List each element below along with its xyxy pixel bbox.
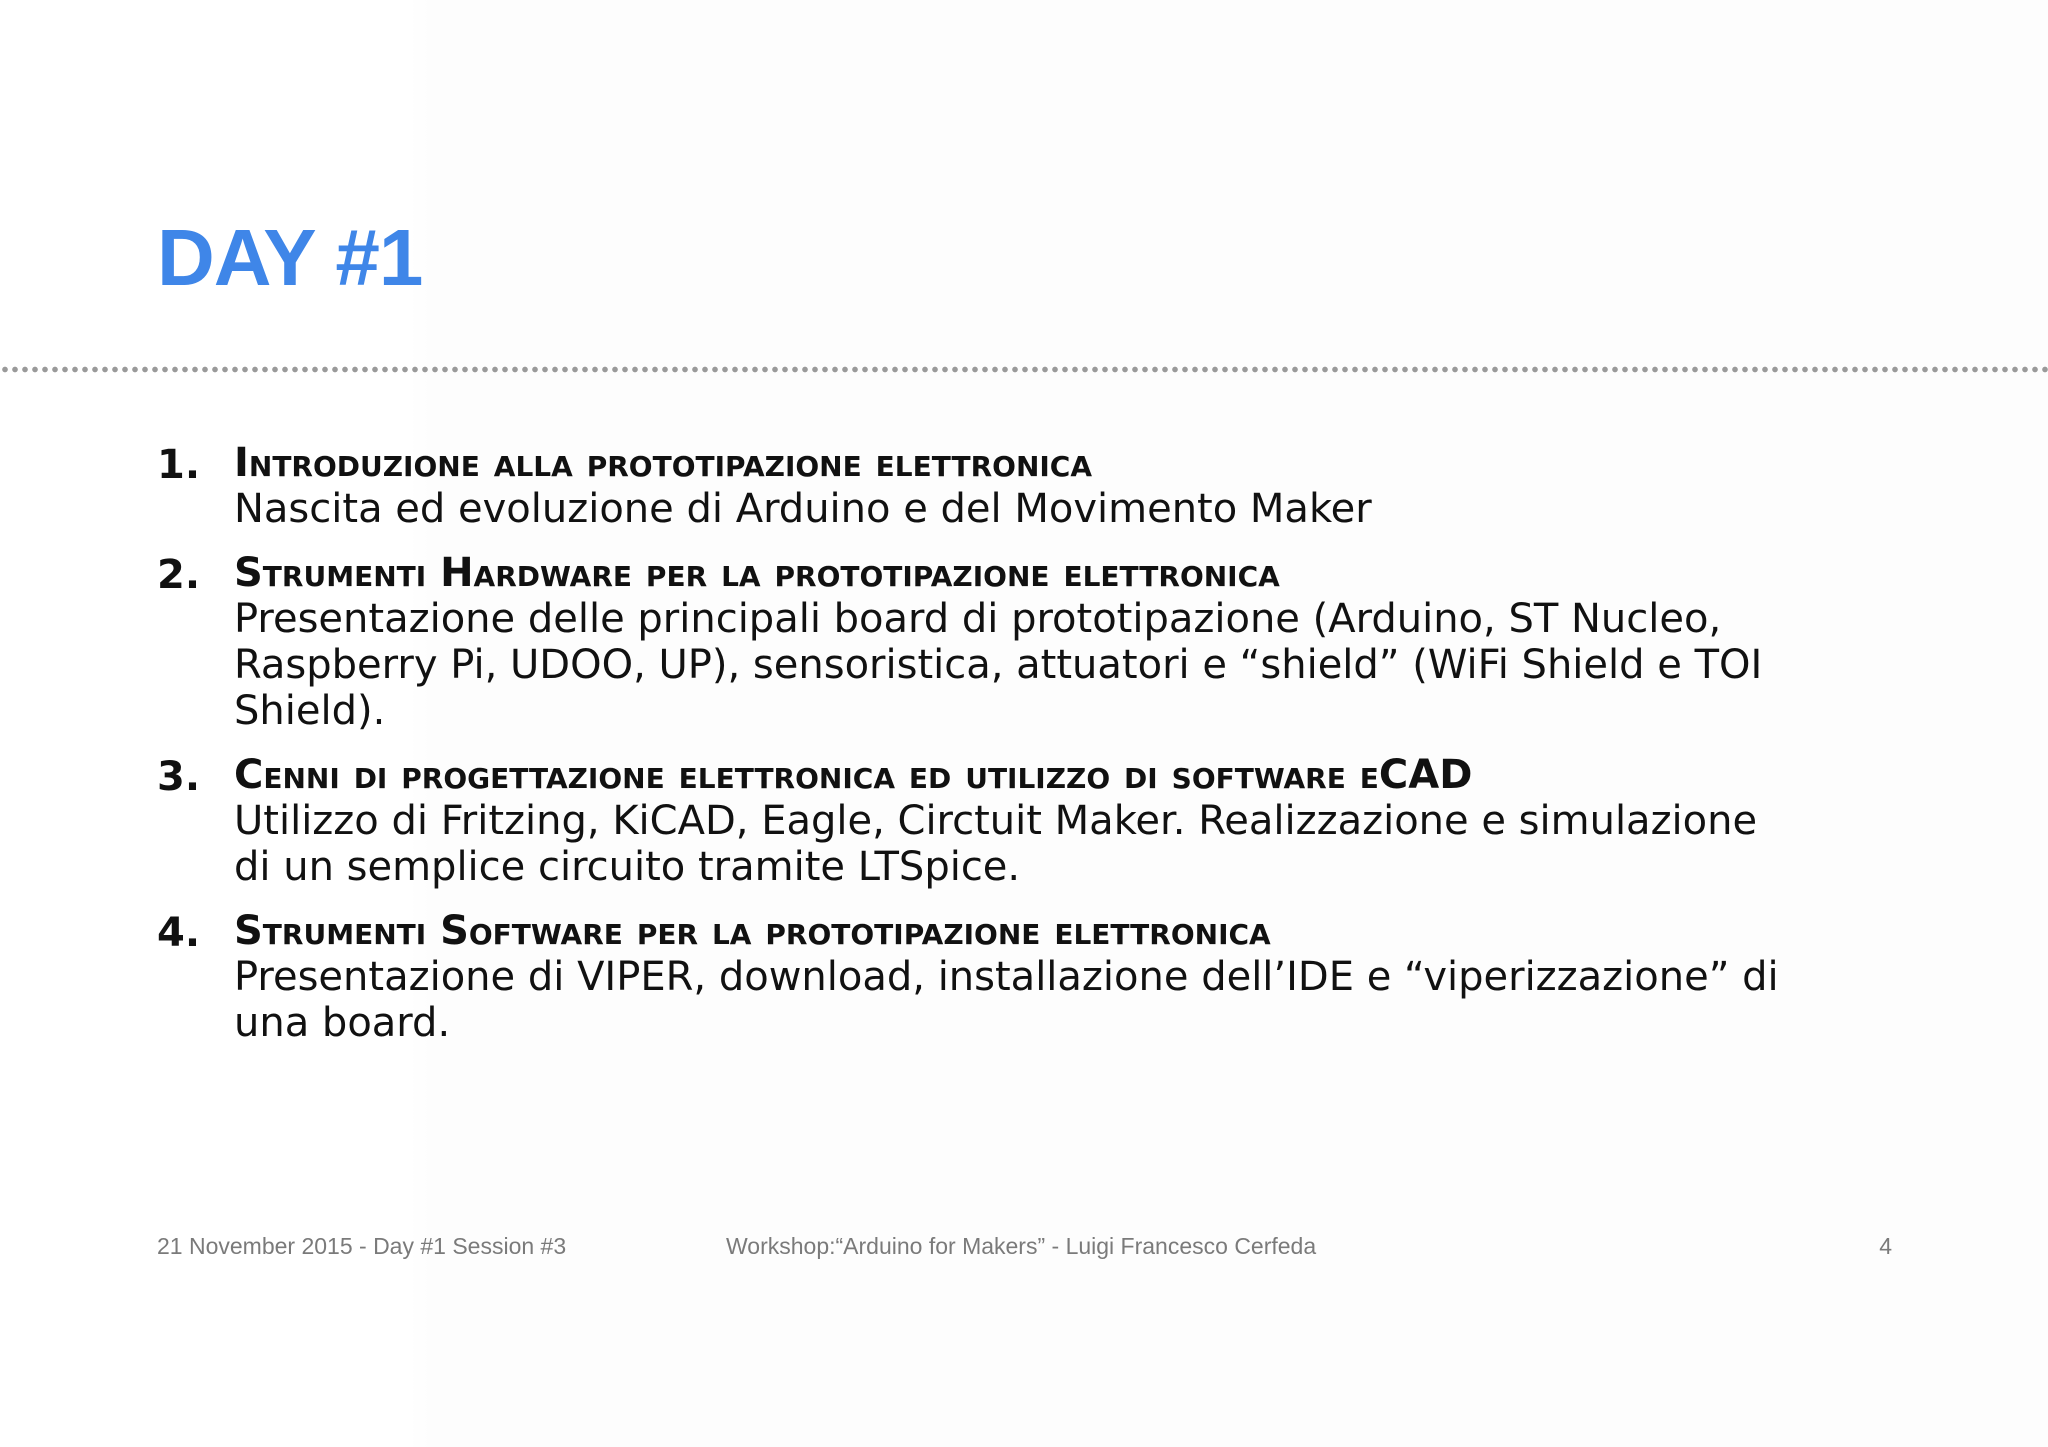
agenda-item-heading: Strumenti Hardware per la prototipazione elettronica	[234, 550, 1280, 596]
dotted-divider	[0, 366, 2048, 373]
agenda-item-heading: Cenni di progettazione elettronica ed utilizzo di software eCAD	[234, 752, 1473, 798]
footer-date-session: 21 November 2015 - Day #1 Session #3	[157, 1233, 567, 1259]
agenda-item-number: 1.	[157, 442, 201, 488]
agenda-item-description: Presentazione di VIPER, download, installazione dell’IDE e “viperizzazione” di una board.	[234, 954, 1779, 1046]
agenda-item-number: 4.	[157, 910, 201, 956]
agenda-item	[157, 908, 1897, 1046]
agenda-item-number: 3.	[157, 754, 201, 800]
slide-title: DAY #1	[157, 213, 423, 302]
agenda-item	[157, 752, 1897, 890]
agenda-list	[157, 440, 1897, 1064]
footer-workshop-title: Workshop:“Arduino for Makers” - Luigi Francesco Cerfeda	[726, 1233, 1317, 1259]
agenda-item-heading: Introduzione alla prototipazione elettronica	[234, 440, 1093, 486]
agenda-item-description: Presentazione delle principali board di prototipazione (Arduino, ST Nucleo, Raspberry Pi, UDOO, UP), sensoristica, attuatori e “shield” (WiFi Shield e TOI Shield).	[234, 596, 1763, 734]
agenda-item	[157, 550, 1897, 734]
agenda-item-number: 2.	[157, 552, 201, 598]
page-number: 4	[1879, 1233, 1892, 1259]
agenda-item-description: Nascita ed evoluzione di Arduino e del Movimento Maker	[234, 486, 1372, 532]
agenda-item-description: Utilizzo di Fritzing, KiCAD, Eagle, Circtuit Maker. Realizzazione e simulazione di un semplice circuito tramite LTSpice.	[234, 798, 1758, 890]
agenda-item	[157, 440, 1897, 532]
agenda-item-heading: Strumenti Software per la prototipazione elettronica	[234, 908, 1271, 954]
